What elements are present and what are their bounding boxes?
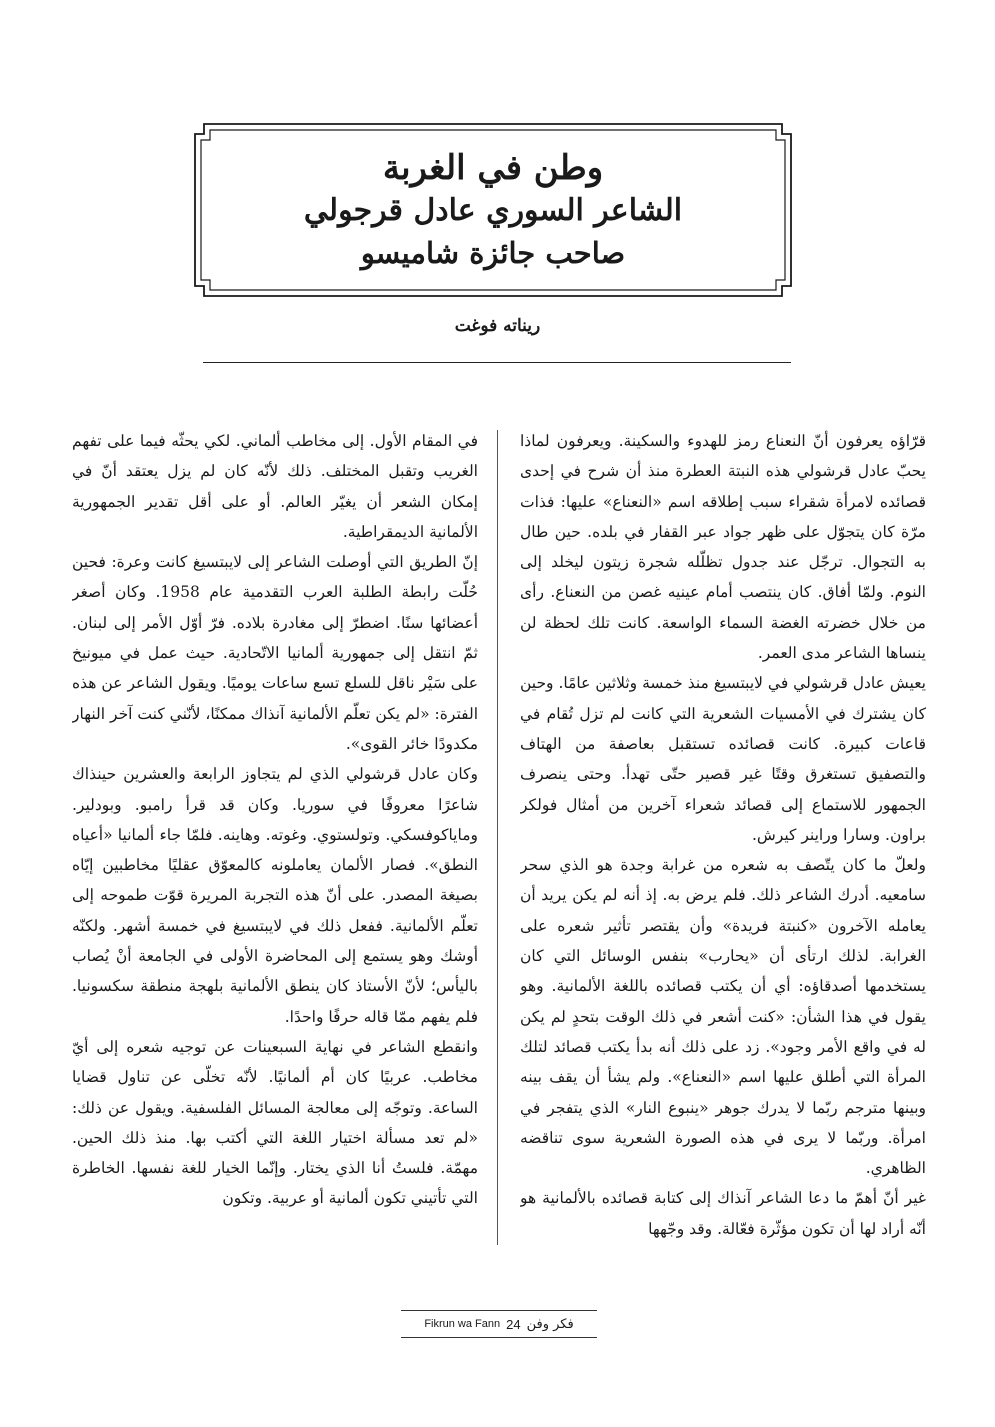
author-name: ريناته فوغت bbox=[454, 316, 541, 336]
article-subtitle-1: الشاعر السوري عادل قرجولي bbox=[303, 193, 683, 228]
paragraph: يعيش عادل قرشولي في لايبتسيغ منذ خمسة وثلاثين عامًا. وحين كان يشترك في الأمسيات الشعرية التي كانت لم تزل تُقام في قاعات كبيرة. كانت قصائده تستقبل بعاصفة من الهتاف والتصفيق تستغرق وقتًا غير قصير حتّى تهدأ. وحتى ينصرف الجمهور للاستماع إلى قصائد شعراء آخرين من أمثال فولكر براون. وسارا وراينر كيرش. bbox=[520, 674, 926, 844]
column-divider bbox=[497, 430, 498, 1245]
paragraph: ولعلّ ما كان يتّصف به شعره من غرابة وجدة هو الذي سحر سامعيه. أدرك الشاعر ذلك. فلم يرض به. إذ أنه لم يكن يريد أن يعامله الآخرون «كنبتة فريدة» وأن يقتصر تأثير شعره على الغرابة. لذلك ارتأى أن «يحارب» بنفس الوسائل التي كان يستخدمها أصدقاؤه: أي أن يكتب قصائده باللغة الألمانية. وهو يقول في هذا الشأن: «كنت أشعر في ذلك الوقت بتحدٍ لم يكن له في واقع الأمر وجود». زد على ذلك أنه بدأ يكتب قصائد لتلك المرأة التي أطلق عليها اسم «النعناع». ولم يشأ أن يقف بينه وبينها مترجم ربّما لا يدرك جوهر «ينبوع النار» الذي يتفجر في امرأة. وربّما لا يرى في هذه الصورة الشعرية سوى تناقضه الظاهري. bbox=[520, 856, 926, 1178]
paragraph: إنّ الطريق التي أوصلت الشاعر إلى لايبتسيغ كانت وعرة: فحين حُلّت رابطة الطلبة العرب التقدمية عام 1958. وكان أصغر أعضائها سنًا. اضطرّ إلى مغادرة بلاده. فرّ أوّل الأمر إلى لبنان. ثمّ انتقل إلى جمهورية ألمانيا الاتّحادية. حيث عمل في ميونيخ على سَيْر ناقل للسلع تسع ساعات يوميًا. ويقول الشاعر عن هذه الفترة: «لم يكن تعلّم الألمانية آنذاك ممكنًا، لأنّني كنت آخر النهار مكدودًا خائر القوى». bbox=[72, 553, 478, 753]
page-footer bbox=[0, 1310, 995, 1338]
title-frame bbox=[193, 122, 793, 298]
text-column-right bbox=[520, 426, 926, 1246]
magazine-name-latin: Fikrun wa Fann bbox=[424, 1318, 501, 1330]
paragraph: قرّاؤه يعرفون أنّ النعناع رمز للهدوء والسكينة. ويعرفون لماذا يحبّ عادل قرشولي هذه النبتة العطرة منذ أن شرح في إحدى قصائده لامرأة شقراء سبب إطلاقه اسم «النعناع» عليها: فذات مرّة كان يتجوّل على ظهر جواد عبر القفار في بلده. حين طال به التجوال. ترجّل عند جدول تظلّله شجرة زيتون ليخلد إلى النوم. ولمّا أفاق. كان ينتصب أمام عينيه غصن من النعناع. رأى من خلال خضرته الغضة السماء الواسعة. كانت تلك لحظة لن ينساها الشاعر مدى العمر. bbox=[520, 432, 926, 663]
page-number: 24 bbox=[506, 1316, 521, 1332]
footer-rule-top bbox=[401, 1310, 597, 1311]
text-column-left bbox=[72, 426, 478, 1246]
paragraph: في المقام الأول. إلى مخاطب ألماني. لكي يحثّه فيما على تفهم الغريب وتقبل المختلف. ذلك لأنّه كان لم يزل يعتقد أنّ في إمكان الشعر أن يغيّر العالم. أو على أقل تقدير الجمهورية الألمانية الديمقراطية. bbox=[72, 432, 478, 541]
article-subtitle-2: صاحب جائزة شاميسو bbox=[360, 236, 626, 270]
paragraph: وانقطع الشاعر في نهاية السبعينات عن توجيه شعره إلى أيّ مخاطب. عربيًا كان أم ألمانيًا. لأنّه تخلّى عن تناول قضايا الساعة. وتوجّه إلى معالجة المسائل الفلسفية. ويقول عن ذلك: «لم تعد مسألة اختيار اللغة التي أكتب بها. منذ ذلك الحين. مهمّة. فلستُ أنا الذي يختار. وإنّما الخيار للغة نفسها. الخاطرة التي تأتيني تكون ألمانية أو عربية. وتكون bbox=[72, 1037, 478, 1208]
paragraph: وكان عادل قرشولي الذي لم يتجاوز الرابعة والعشرين حينذاك شاعرًا معروفًا في سوريا. وكان قد قرأ رامبو. وبودلير. وماياكوفسكي. وتولستوي. وغوته. وهاينه. فلمّا جاء ألمانيا «أعياه النطق». فصار الألمان يعاملونه كالمعوّق عقليًا مخاطبين إيّاه بصيغة المصدر. على أنّ هذه التجربة المريرة قوّت طموحه إلى تعلّم الألمانية. ففعل ذلك في لايبتسيغ في خمسة أشهر. ولكنّه أوشك وهو يستمع إلى المحاضرة الأولى في الجامعة أنْ يُصاب باليأس؛ لأنّ الأستاذ كان ينطق الألمانية بلهجة منطقة سكسونيا. فلم يفهم ممّا قاله حرفًا واحدًا. bbox=[72, 765, 478, 1026]
footer-rule-bottom bbox=[401, 1337, 597, 1338]
footer-text bbox=[401, 1314, 597, 1334]
magazine-name-arabic: فكر وفن bbox=[526, 1316, 574, 1332]
paragraph: غير أنّ أهمّ ما دعا الشاعر آنذاك إلى كتابة قصائده بالألمانية هو أنّه أراد لها أن تكون مؤثّرة فعّالة. وقد وجّهها bbox=[520, 1189, 926, 1238]
article-title: وطن في الغربة bbox=[382, 148, 604, 188]
author-divider bbox=[203, 362, 791, 363]
